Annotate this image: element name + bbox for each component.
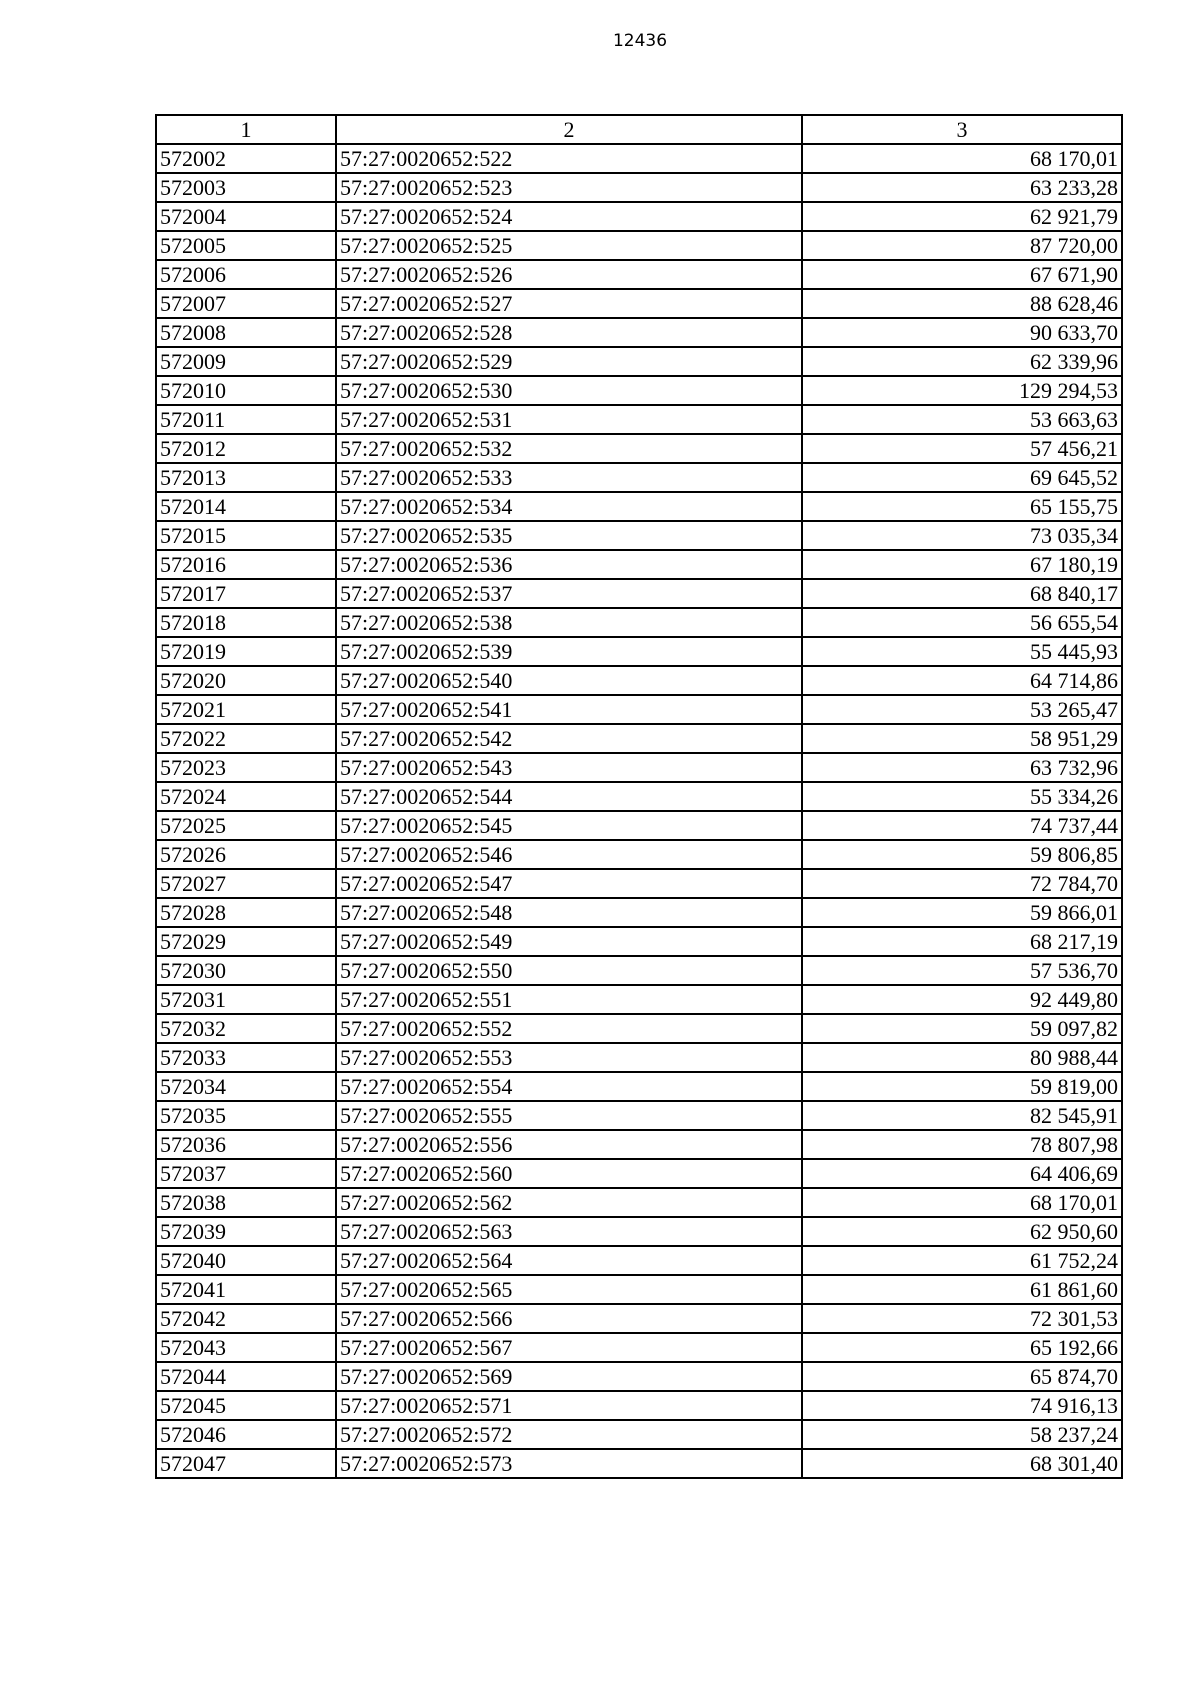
table-row [156, 1391, 1122, 1420]
table-row [156, 579, 1122, 608]
table-row [156, 898, 1122, 927]
cadastral-number-cell: 57:27:0020652:549 [336, 927, 802, 956]
table-row [156, 1304, 1122, 1333]
row-number-cell: 572021 [156, 695, 336, 724]
value-cell: 64 714,86 [802, 666, 1122, 695]
cadastral-number-cell: 57:27:0020652:545 [336, 811, 802, 840]
row-number-cell: 572041 [156, 1275, 336, 1304]
row-number-cell: 572040 [156, 1246, 336, 1275]
row-number-cell: 572020 [156, 666, 336, 695]
row-number-cell: 572014 [156, 492, 336, 521]
value-cell: 59 819,00 [802, 1072, 1122, 1101]
table-row [156, 1188, 1122, 1217]
cadastral-number-cell: 57:27:0020652:546 [336, 840, 802, 869]
table-row [156, 463, 1122, 492]
value-cell: 62 950,60 [802, 1217, 1122, 1246]
cadastral-number-cell: 57:27:0020652:567 [336, 1333, 802, 1362]
cadastral-number-cell: 57:27:0020652:564 [336, 1246, 802, 1275]
cadastral-number-cell: 57:27:0020652:529 [336, 347, 802, 376]
table-row [156, 1101, 1122, 1130]
cadastral-number-cell: 57:27:0020652:548 [336, 898, 802, 927]
row-number-cell: 572042 [156, 1304, 336, 1333]
row-number-cell: 572010 [156, 376, 336, 405]
table-header-row [156, 115, 1122, 144]
table-row [156, 1420, 1122, 1449]
cadastral-number-cell: 57:27:0020652:531 [336, 405, 802, 434]
value-cell: 78 807,98 [802, 1130, 1122, 1159]
row-number-cell: 572029 [156, 927, 336, 956]
table-row [156, 753, 1122, 782]
row-number-cell: 572047 [156, 1449, 336, 1478]
cadastral-number-cell: 57:27:0020652:523 [336, 173, 802, 202]
table-row [156, 695, 1122, 724]
value-cell: 58 237,24 [802, 1420, 1122, 1449]
row-number-cell: 572035 [156, 1101, 336, 1130]
cadastral-number-cell: 57:27:0020652:554 [336, 1072, 802, 1101]
row-number-cell: 572006 [156, 260, 336, 289]
row-number-cell: 572034 [156, 1072, 336, 1101]
value-cell: 55 445,93 [802, 637, 1122, 666]
cadastral-number-cell: 57:27:0020652:534 [336, 492, 802, 521]
cadastral-number-cell: 57:27:0020652:524 [336, 202, 802, 231]
row-number-cell: 572023 [156, 753, 336, 782]
value-cell: 57 536,70 [802, 956, 1122, 985]
cadastral-number-cell: 57:27:0020652:556 [336, 1130, 802, 1159]
row-number-cell: 572032 [156, 1014, 336, 1043]
row-number-cell: 572016 [156, 550, 336, 579]
row-number-cell: 572046 [156, 1420, 336, 1449]
cadastral-number-cell: 57:27:0020652:544 [336, 782, 802, 811]
table-row [156, 840, 1122, 869]
value-cell: 92 449,80 [802, 985, 1122, 1014]
cadastral-number-cell: 57:27:0020652:543 [336, 753, 802, 782]
cadastral-number-cell: 57:27:0020652:550 [336, 956, 802, 985]
row-number-cell: 572004 [156, 202, 336, 231]
value-cell: 58 951,29 [802, 724, 1122, 753]
table-row [156, 869, 1122, 898]
value-cell: 72 301,53 [802, 1304, 1122, 1333]
table-row [156, 811, 1122, 840]
row-number-cell: 572038 [156, 1188, 336, 1217]
column-header-3: 3 [802, 115, 1122, 144]
row-number-cell: 572018 [156, 608, 336, 637]
row-number-cell: 572019 [156, 637, 336, 666]
value-cell: 67 671,90 [802, 260, 1122, 289]
value-cell: 53 663,63 [802, 405, 1122, 434]
cadastral-number-cell: 57:27:0020652:526 [336, 260, 802, 289]
table-row [156, 1217, 1122, 1246]
cadastral-number-cell: 57:27:0020652:571 [336, 1391, 802, 1420]
value-cell: 65 155,75 [802, 492, 1122, 521]
value-cell: 87 720,00 [802, 231, 1122, 260]
value-cell: 57 456,21 [802, 434, 1122, 463]
cadastral-number-cell: 57:27:0020652:565 [336, 1275, 802, 1304]
row-number-cell: 572017 [156, 579, 336, 608]
row-number-cell: 572026 [156, 840, 336, 869]
table-row [156, 1130, 1122, 1159]
table-row [156, 289, 1122, 318]
table-row [156, 347, 1122, 376]
table-row [156, 1362, 1122, 1391]
row-number-cell: 572012 [156, 434, 336, 463]
value-cell: 68 301,40 [802, 1449, 1122, 1478]
column-header-2: 2 [336, 115, 802, 144]
value-cell: 74 916,13 [802, 1391, 1122, 1420]
cadastral-number-cell: 57:27:0020652:563 [336, 1217, 802, 1246]
table-row [156, 521, 1122, 550]
table-row [156, 405, 1122, 434]
value-cell: 61 861,60 [802, 1275, 1122, 1304]
row-number-cell: 572013 [156, 463, 336, 492]
value-cell: 62 339,96 [802, 347, 1122, 376]
table-row [156, 1072, 1122, 1101]
value-cell: 62 921,79 [802, 202, 1122, 231]
value-cell: 59 866,01 [802, 898, 1122, 927]
table-row [156, 1014, 1122, 1043]
value-cell: 64 406,69 [802, 1159, 1122, 1188]
table-row [156, 666, 1122, 695]
cadastral-number-cell: 57:27:0020652:540 [336, 666, 802, 695]
cadastral-number-cell: 57:27:0020652:551 [336, 985, 802, 1014]
table-row [156, 318, 1122, 347]
table-row [156, 550, 1122, 579]
cadastral-number-cell: 57:27:0020652:541 [336, 695, 802, 724]
cadastral-number-cell: 57:27:0020652:525 [336, 231, 802, 260]
table-row [156, 202, 1122, 231]
cadastral-number-cell: 57:27:0020652:538 [336, 608, 802, 637]
row-number-cell: 572025 [156, 811, 336, 840]
value-cell: 90 633,70 [802, 318, 1122, 347]
row-number-cell: 572005 [156, 231, 336, 260]
column-header-1: 1 [156, 115, 336, 144]
table-row [156, 1159, 1122, 1188]
row-number-cell: 572007 [156, 289, 336, 318]
data-table [155, 114, 1123, 1479]
table-row [156, 144, 1122, 173]
value-cell: 129 294,53 [802, 376, 1122, 405]
table-row [156, 608, 1122, 637]
row-number-cell: 572003 [156, 173, 336, 202]
table-row [156, 724, 1122, 753]
row-number-cell: 572027 [156, 869, 336, 898]
cadastral-number-cell: 57:27:0020652:555 [336, 1101, 802, 1130]
page-number: 12436 [612, 31, 668, 51]
table-row [156, 260, 1122, 289]
cadastral-number-cell: 57:27:0020652:552 [336, 1014, 802, 1043]
value-cell: 55 334,26 [802, 782, 1122, 811]
table-row [156, 637, 1122, 666]
value-cell: 68 170,01 [802, 144, 1122, 173]
table-row [156, 1043, 1122, 1072]
value-cell: 63 233,28 [802, 173, 1122, 202]
table-row [156, 434, 1122, 463]
table-row [156, 782, 1122, 811]
cadastral-number-cell: 57:27:0020652:566 [336, 1304, 802, 1333]
table-body [156, 144, 1122, 1478]
value-cell: 59 097,82 [802, 1014, 1122, 1043]
value-cell: 80 988,44 [802, 1043, 1122, 1072]
value-cell: 72 784,70 [802, 869, 1122, 898]
value-cell: 65 874,70 [802, 1362, 1122, 1391]
value-cell: 63 732,96 [802, 753, 1122, 782]
cadastral-number-cell: 57:27:0020652:530 [336, 376, 802, 405]
cadastral-number-cell: 57:27:0020652:527 [336, 289, 802, 318]
cadastral-number-cell: 57:27:0020652:532 [336, 434, 802, 463]
table-row [156, 376, 1122, 405]
value-cell: 59 806,85 [802, 840, 1122, 869]
table-row [156, 927, 1122, 956]
table-row [156, 1449, 1122, 1478]
value-cell: 82 545,91 [802, 1101, 1122, 1130]
row-number-cell: 572002 [156, 144, 336, 173]
row-number-cell: 572011 [156, 405, 336, 434]
value-cell: 67 180,19 [802, 550, 1122, 579]
row-number-cell: 572044 [156, 1362, 336, 1391]
cadastral-number-cell: 57:27:0020652:533 [336, 463, 802, 492]
cadastral-number-cell: 57:27:0020652:553 [336, 1043, 802, 1072]
cadastral-number-cell: 57:27:0020652:535 [336, 521, 802, 550]
cadastral-number-cell: 57:27:0020652:573 [336, 1449, 802, 1478]
row-number-cell: 572030 [156, 956, 336, 985]
row-number-cell: 572031 [156, 985, 336, 1014]
row-number-cell: 572045 [156, 1391, 336, 1420]
value-cell: 68 840,17 [802, 579, 1122, 608]
row-number-cell: 572043 [156, 1333, 336, 1362]
value-cell: 68 170,01 [802, 1188, 1122, 1217]
cadastral-number-cell: 57:27:0020652:522 [336, 144, 802, 173]
value-cell: 73 035,34 [802, 521, 1122, 550]
row-number-cell: 572039 [156, 1217, 336, 1246]
value-cell: 56 655,54 [802, 608, 1122, 637]
cadastral-number-cell: 57:27:0020652:572 [336, 1420, 802, 1449]
row-number-cell: 572009 [156, 347, 336, 376]
row-number-cell: 572008 [156, 318, 336, 347]
cadastral-number-cell: 57:27:0020652:539 [336, 637, 802, 666]
cadastral-number-cell: 57:27:0020652:562 [336, 1188, 802, 1217]
table-row [156, 1275, 1122, 1304]
value-cell: 61 752,24 [802, 1246, 1122, 1275]
row-number-cell: 572037 [156, 1159, 336, 1188]
value-cell: 68 217,19 [802, 927, 1122, 956]
table-row [156, 231, 1122, 260]
cadastral-number-cell: 57:27:0020652:547 [336, 869, 802, 898]
row-number-cell: 572024 [156, 782, 336, 811]
value-cell: 53 265,47 [802, 695, 1122, 724]
table-row [156, 492, 1122, 521]
value-cell: 74 737,44 [802, 811, 1122, 840]
table-row [156, 1333, 1122, 1362]
value-cell: 88 628,46 [802, 289, 1122, 318]
table-row [156, 956, 1122, 985]
cadastral-number-cell: 57:27:0020652:528 [336, 318, 802, 347]
cadastral-number-cell: 57:27:0020652:537 [336, 579, 802, 608]
row-number-cell: 572033 [156, 1043, 336, 1072]
table-row [156, 1246, 1122, 1275]
row-number-cell: 572028 [156, 898, 336, 927]
cadastral-number-cell: 57:27:0020652:569 [336, 1362, 802, 1391]
value-cell: 65 192,66 [802, 1333, 1122, 1362]
table-row [156, 173, 1122, 202]
table-row [156, 985, 1122, 1014]
row-number-cell: 572022 [156, 724, 336, 753]
cadastral-number-cell: 57:27:0020652:536 [336, 550, 802, 579]
cadastral-number-cell: 57:27:0020652:542 [336, 724, 802, 753]
row-number-cell: 572036 [156, 1130, 336, 1159]
row-number-cell: 572015 [156, 521, 336, 550]
cadastral-number-cell: 57:27:0020652:560 [336, 1159, 802, 1188]
value-cell: 69 645,52 [802, 463, 1122, 492]
